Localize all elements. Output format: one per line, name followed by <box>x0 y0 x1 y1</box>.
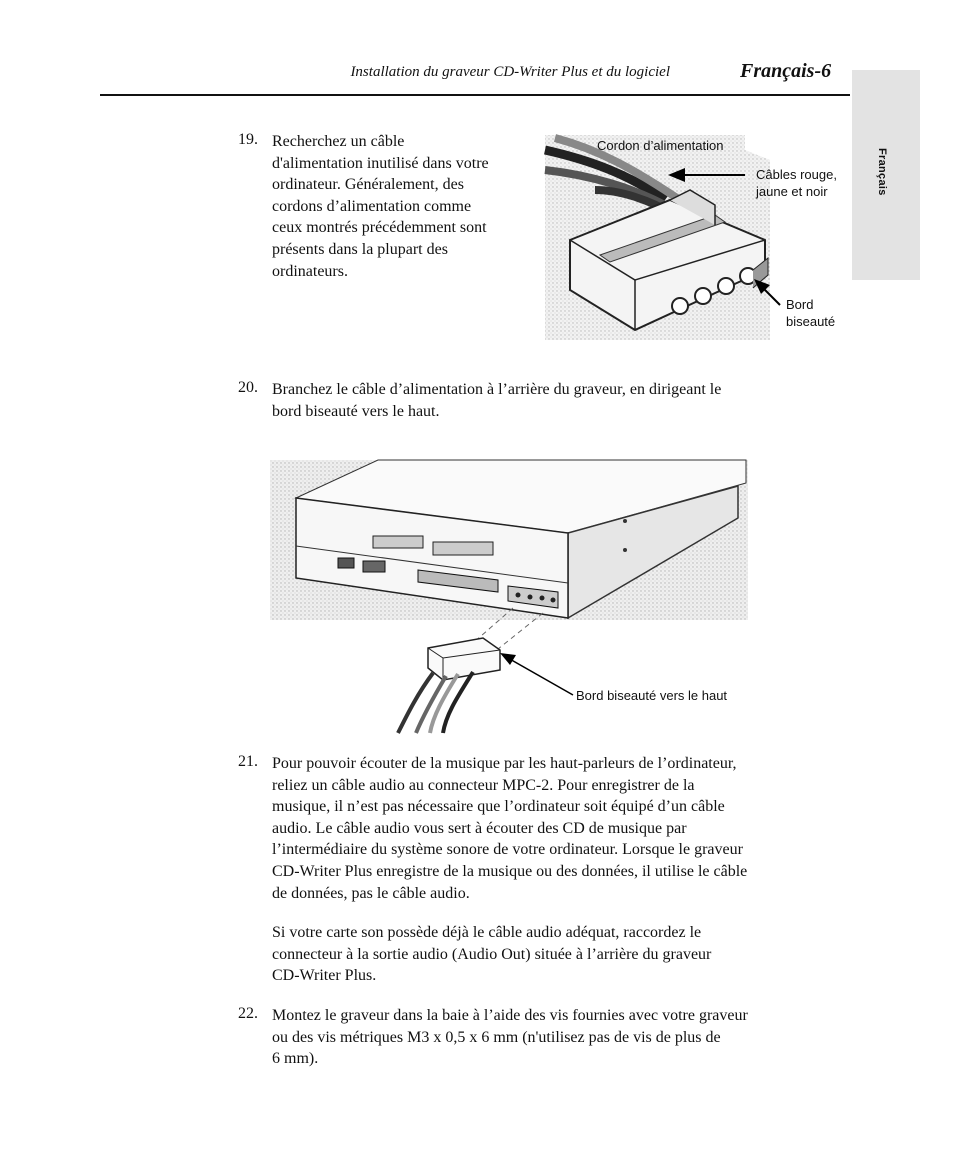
text-line: Recherchez un câble <box>272 133 405 150</box>
text-line: CD-Writer Plus. <box>272 967 377 985</box>
pin-hole <box>718 278 734 294</box>
arrow-line <box>508 658 573 695</box>
page-number: Français-6 <box>740 60 832 82</box>
text-line: présents dans la plupart des <box>272 240 448 258</box>
text-line: Montez le graveur dans la baie à l’aide des vis fournies avec votre graveur <box>272 1007 748 1024</box>
text-line: ordinateur. Généralement, des <box>272 176 464 194</box>
text-line: musique, il n’est pas nécessaire que l’ordinateur soit équipé d’un câble <box>272 798 725 816</box>
label-power-cord: Cordon d’alimentation <box>597 138 724 153</box>
label-cables <box>756 166 837 200</box>
step-22-text <box>272 1005 852 1070</box>
step-21-text <box>272 753 852 904</box>
text-line: bord biseauté vers le haut. <box>272 402 440 420</box>
audio-connector <box>338 558 354 568</box>
text-line: d'alimentation inutilisé dans votre <box>272 154 489 172</box>
text-line: ceux montrés précédemment sont <box>272 219 487 237</box>
text-line: ou des vis métriques M3 x 0,5 x 6 mm (n'utilisez pas de vis de plus de <box>272 1028 721 1046</box>
side-tab-label: Français <box>876 148 888 196</box>
wire <box>398 673 433 733</box>
label-line: Câbles rouge, <box>756 167 837 182</box>
label-line: biseauté <box>786 314 836 329</box>
cable-connector <box>428 638 500 680</box>
text-line: ordinateurs. <box>272 262 348 280</box>
step-21-note <box>272 922 852 987</box>
text-line: audio. Le câble audio vous sert à écouter des CD de musique par <box>272 819 687 837</box>
step-number: 19. <box>238 131 258 148</box>
screw-hole <box>623 519 627 523</box>
arrow-head <box>500 653 516 665</box>
pin-hole <box>672 298 688 314</box>
text-line: cordons d’alimentation comme <box>272 197 472 215</box>
text-line: 6 mm). <box>272 1050 319 1068</box>
digital-connector <box>363 561 385 572</box>
text-line: reliez un câble audio au connecteur MPC-2. Pour enregistrer de la <box>272 776 695 794</box>
label-beveled-up: Bord biseauté vers le haut <box>576 688 728 703</box>
step-20-text <box>272 379 847 422</box>
text-line: connecteur à la sortie audio (Audio Out) située à l’arrière du graveur <box>272 945 712 963</box>
label-line: Bord <box>786 297 814 312</box>
step-number: 21. <box>238 753 258 770</box>
step-number: 20. <box>238 379 258 396</box>
text-line: l’intermédiaire du système sonore de votre ordinateur. Lorsque le graveur <box>272 841 743 859</box>
side-tab <box>852 70 920 280</box>
step-19-text <box>272 131 547 282</box>
text-line: Pour pouvoir écouter de la musique par les haut-parleurs de l’ordinateur, <box>272 755 737 772</box>
header-rule <box>100 94 850 96</box>
label-beveled-edge <box>786 296 835 330</box>
running-title: Installation du graveur CD-Writer Plus et du logiciel <box>350 64 670 80</box>
pin-hole <box>695 288 711 304</box>
text-line: CD-Writer Plus enregistre de la musique ou des données, il utilise le câble <box>272 862 748 880</box>
label-line: jaune et noir <box>756 184 828 199</box>
text-line: Si votre carte son possède déjà le câble audio adéquat, raccordez le <box>272 924 702 941</box>
screw-hole <box>623 548 627 552</box>
step-number: 22. <box>238 1005 258 1022</box>
text-line: Branchez le câble d’alimentation à l’arrière du graveur, en dirigeant le <box>272 381 722 398</box>
text-line: de données, pas le câble audio. <box>272 884 470 902</box>
wire <box>443 672 473 733</box>
